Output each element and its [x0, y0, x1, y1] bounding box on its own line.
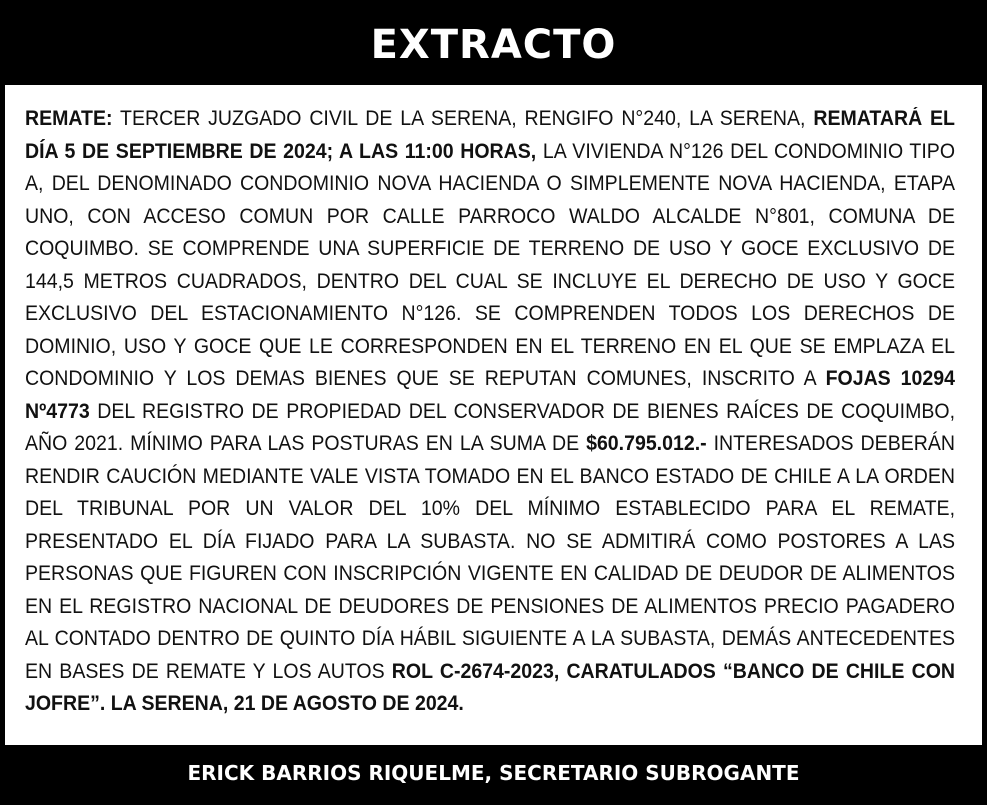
notice-title: EXTRACTO [370, 22, 617, 68]
body-segment-fojas: FOJAS 10294 Nº4773 [25, 367, 955, 423]
notice-footer [5, 745, 982, 800]
notice-body [25, 103, 955, 721]
body-segment-remate-label: REMATE: [25, 107, 113, 130]
body-segment-case-rol: ROL C-2674-2023, CARATULADOS “BANCO DE CHILE CON JOFRE”. LA SERENA, 21 DE AGOSTO DE 2024. [25, 659, 955, 715]
body-segment-property-description: LA VIVIENDA N°126 DEL CONDOMINIO TIPO A, DEL DENOMINADO CONDOMINIO NOVA HACIENDA O SIMPLEMENTE NOVA HACIENDA, ETAPA UNO, CON ACCESO COMUN POR CALLE PARROCO WALDO ALCALDE N°801, COMUNA DE COQUIMBO. SE COMPRENDE UNA SUPERFICIE DE TERRENO DE USO Y GOCE EXCLUSIVO DE 144,5 METROS CUADRADOS, DENTRO DEL CUAL SE INCLUYE EL DERECHO DE USO Y GOCE EXCLUSIVO DEL ESTACIONAMIENTO N°126. SE COMPRENDEN TODOS LOS DERECHOS DE DOMINIO, USO Y GOCE QUE LE CORRESPONDEN EN EL TERRENO EN EL QUE SE EMPLAZA EL CONDOMINIO Y LOS DEMAS BIENES QUE SE REPUTAN COMUNES, INSCRITO A [25, 139, 956, 390]
body-segment-court: TERCER JUZGADO CIVIL DE LA SERENA, RENGIFO N°240, LA SERENA, [112, 107, 814, 130]
signature-line: ERICK BARRIOS RIQUELME, SECRETARIO SUBROGANTE [187, 760, 800, 785]
body-segment-conditions: INTERESADOS DEBERÁN RENDIR CAUCIÓN MEDIANTE VALE VISTA TOMADO EN EL BANCO ESTADO DE CHILE A LA ORDEN DEL TRIBUNAL POR UN VALOR DEL 10% DEL MÍNIMO ESTABLECIDO PARA EL REMATE, PRESENTADO EL DÍA FIJADO PARA LA SUBASTA. NO SE ADMITIRÁ COMO POSTORES A LAS PERSONAS QUE FIGUREN CON INSCRIPCIÓN VIGENTE EN CALIDAD DE DEUDOR DE ALIMENTOS EN EL REGISTRO NACIONAL DE DEUDORES DE PENSIONES DE ALIMENTOS PRECIO PAGADERO AL CONTADO DENTRO DE QUINTO DÍA HÁBIL SIGUIENTE A LA SUBASTA, DEMÁS ANTECEDENTES EN BASES DE REMATE Y LOS AUTOS [25, 432, 955, 683]
body-segment-minimum-bid: $60.795.012.- [586, 432, 707, 455]
body-segment-registry: DEL REGISTRO DE PROPIEDAD DEL CONSERVADOR DE BIENES RAÍCES DE COQUIMBO, AÑO 2021. MÍNIMO PARA LAS POSTURAS EN LA SUMA DE [25, 399, 956, 455]
notice-header [5, 5, 982, 85]
body-segment-auction-date: REMATARÁ EL DÍA 5 DE SEPTIEMBRE DE 2024; A LAS 11:00 HORAS, [25, 107, 955, 163]
